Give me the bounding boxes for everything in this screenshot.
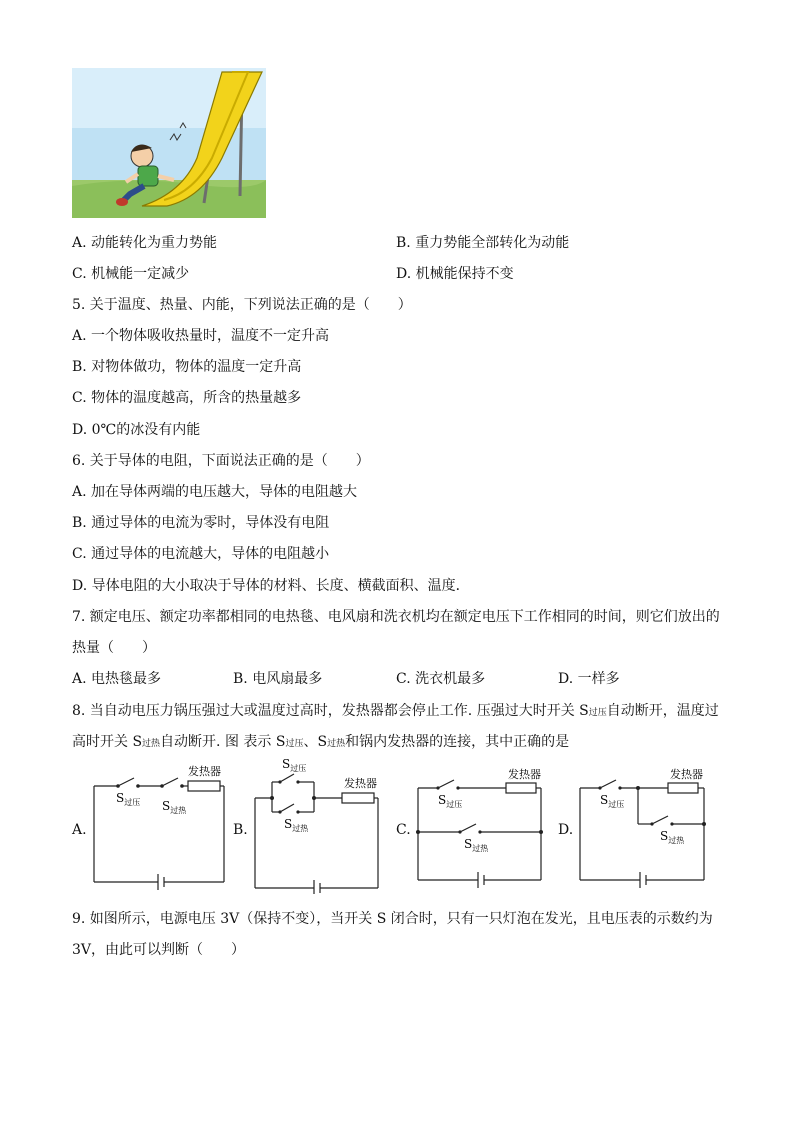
q8-stem-line1: 8. 当自动电压力锅压强过大或温度过高时，发热器都会停止工作. 压强过大时开关 S过压自动断开，温度过 (72, 703, 719, 719)
q7-option-a: A. 电热毯最多 (72, 671, 162, 687)
q4-option-d: D. 机械能保持不变 (396, 266, 514, 282)
circuit-c-switch-heat: $S_{过热}$ (464, 837, 489, 853)
q5-option-c: C. 物体的温度越高，所含的热量越多 (72, 390, 302, 406)
q4-option-c: C. 机械能一定减少 (72, 266, 190, 282)
q4-option-b: B. 重力势能全部转化为动能 (396, 235, 570, 251)
circuit-c-switch-press: $S_{过压}$ (438, 793, 463, 809)
q7-option-d: D. 一样多 (558, 671, 620, 687)
q6-stem: 6. 关于导体的电阻，下面说法正确的是（ ） (72, 453, 370, 469)
circuit-d (576, 766, 711, 890)
circuit-b-heater-label: 发热器 (344, 777, 377, 790)
circuit-a-switch-press: $S_{过压}$ (116, 791, 141, 807)
circuit-d-switch-press: $S_{过压}$ (600, 793, 625, 809)
q4-option-a: A. 动能转化为重力势能 (72, 235, 218, 251)
q5-option-b: B. 对物体做功，物体的温度一定升高 (72, 359, 302, 375)
circuit-b-switch-press: $S_{过压}$ (282, 757, 307, 773)
circuit-a (90, 762, 240, 892)
q7-stem-line1: 7. 额定电压、额定功率都相同的电热毯、电风扇和洗衣机均在额定电压下工作相同的时间，则它们放出的 (72, 609, 720, 625)
q6-option-c: C. 通过导体的电流越大，导体的电阻越小 (72, 546, 330, 562)
q5-stem: 5. 关于温度、热量、内能，下列说法正确的是（ ） (72, 297, 412, 313)
circuit-b (250, 756, 385, 894)
q5-option-a: A. 一个物体吸收热量时，温度不一定升高 (72, 328, 330, 344)
circuit-a-switch-heat: $S_{过热}$ (162, 799, 187, 815)
q7-stem-line2: 热量（ ） (72, 640, 156, 656)
circuit-d-label: D. (558, 822, 574, 838)
q7-option-b: B. 电风扇最多 (233, 671, 323, 687)
circuit-a-heater-label: 发热器 (188, 765, 221, 778)
q9-stem-line2: 3V，由此可以判断（ ） (72, 942, 246, 958)
q8-stem-line2: 高时开关 S过热自动断开. 图 表示 S过压、S过热和锅内发热器的连接，其中正确的是 (72, 734, 570, 750)
circuit-b-label: B. (233, 822, 248, 838)
q5-option-d: D. 0℃的冰没有内能 (72, 422, 201, 438)
circuit-b-switch-heat: $S_{过热}$ (284, 817, 309, 833)
q9-stem-line1: 9. 如图所示，电源电压 3V（保持不变），当开关 S 闭合时，只有一只灯泡在发光，且电压表的示数约为 (72, 911, 713, 927)
circuit-a-label: A. (72, 822, 87, 838)
circuit-d-heater-label: 发热器 (670, 768, 703, 781)
q7-option-c: C. 洗衣机最多 (396, 671, 486, 687)
circuit-c-label: C. (396, 822, 411, 838)
slide-illustration (72, 68, 266, 218)
circuit-c (414, 766, 549, 890)
circuit-d-switch-heat: $S_{过热}$ (660, 829, 685, 845)
q6-option-a: A. 加在导体两端的电压越大，导体的电阻越大 (72, 484, 358, 500)
circuit-c-heater-label: 发热器 (508, 768, 541, 781)
q6-option-d: D. 导体电阻的大小取决于导体的材料、长度、横截面积、温度． (72, 578, 470, 594)
q6-option-b: B. 通过导体的电流为零时，导体没有电阻 (72, 515, 330, 531)
